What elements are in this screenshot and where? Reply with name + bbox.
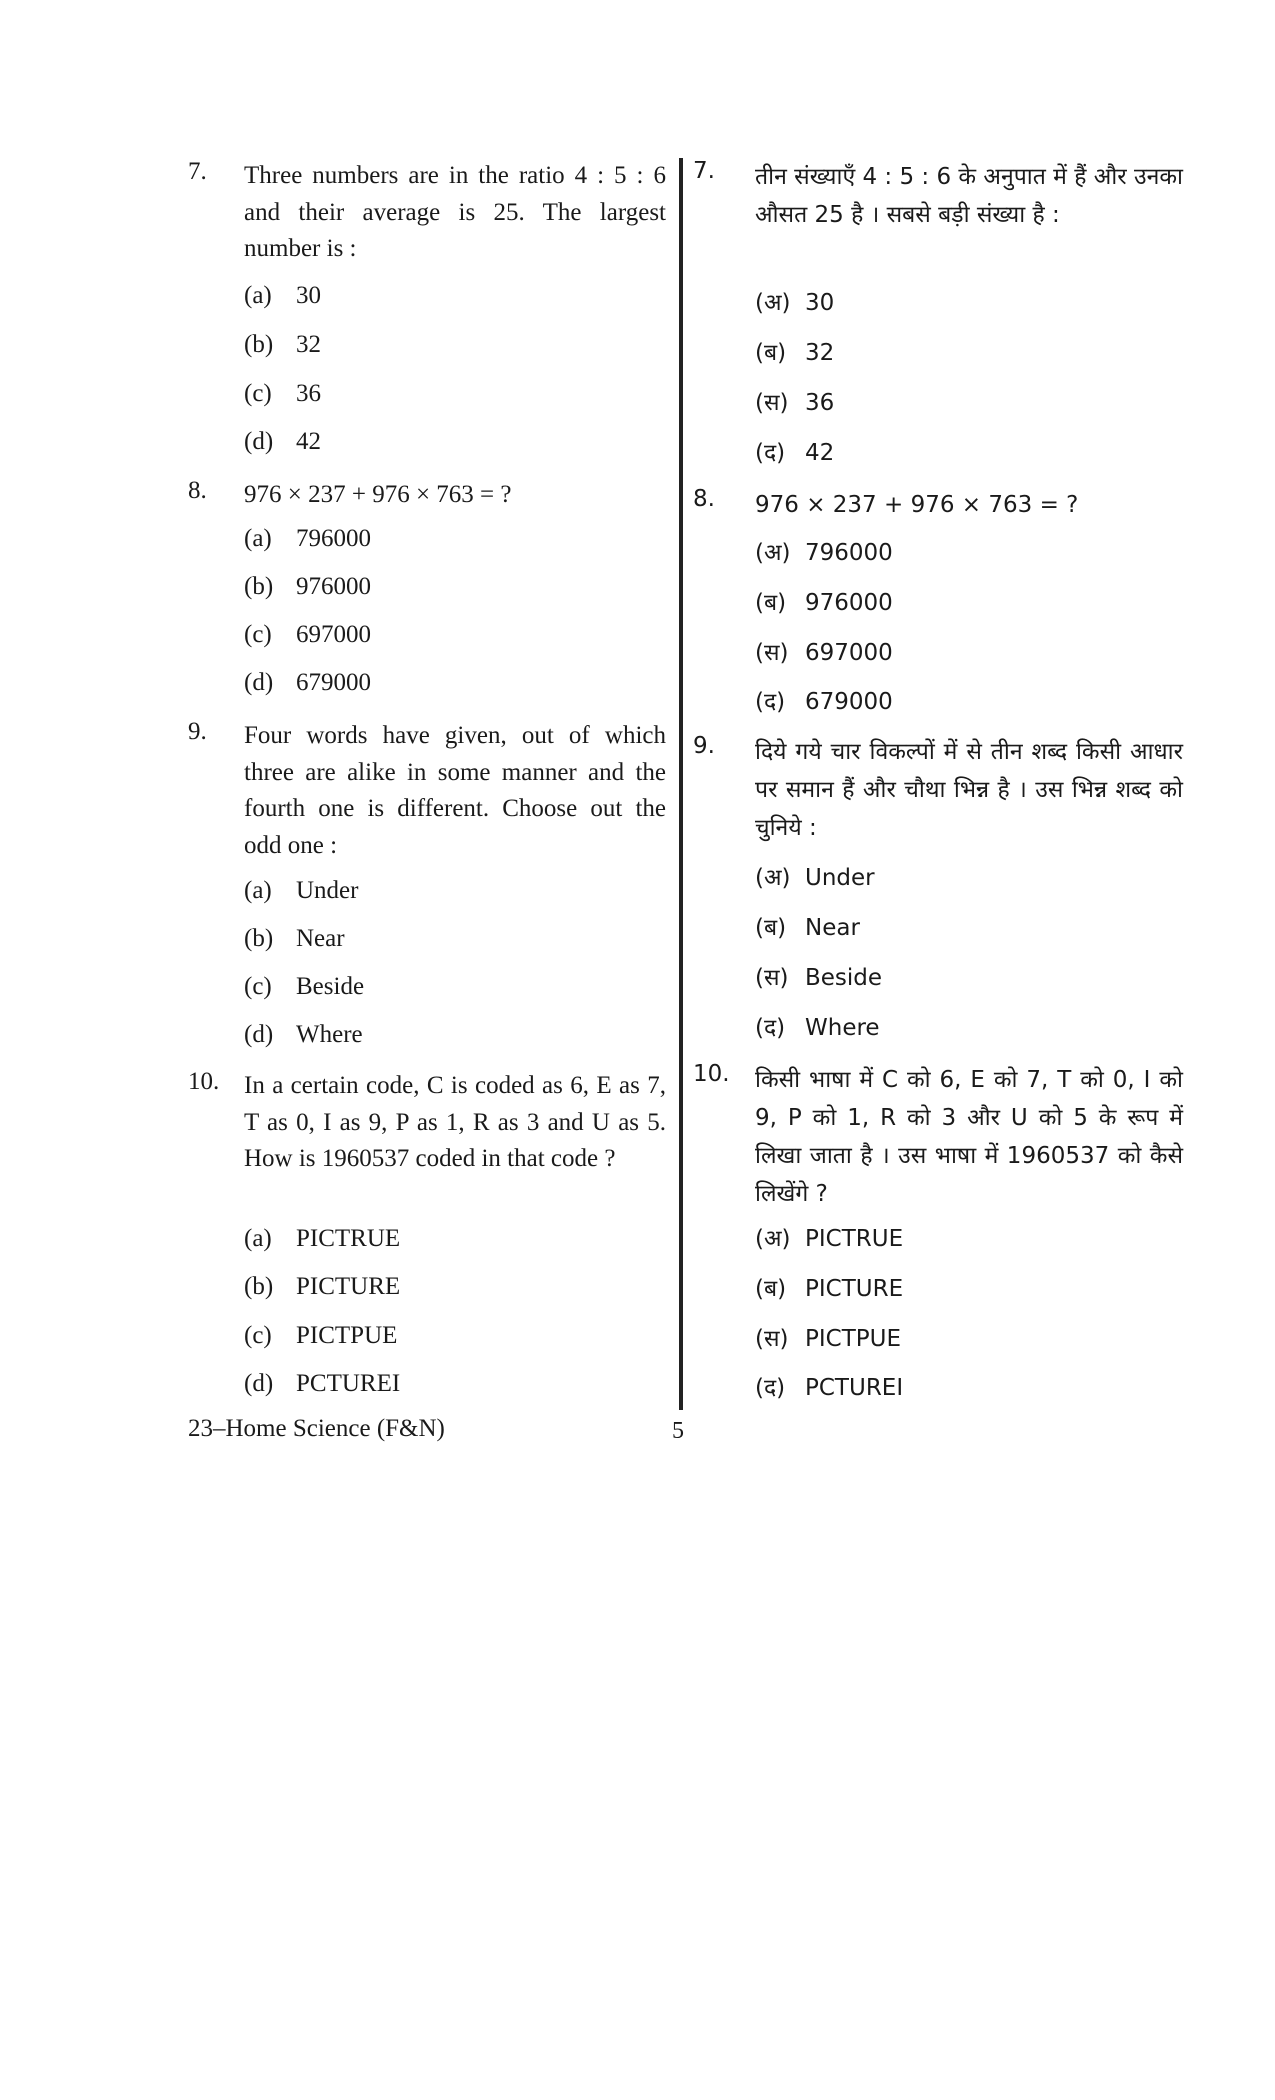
question-text: 976 × 237 + 976 × 763 = ? <box>244 481 512 508</box>
option-a: (a) PICTRUE <box>244 1225 401 1252</box>
question-text: Four words have given, out of which three are alike in some manner and the fourth one is different. Choose out the odd one : <box>244 722 666 859</box>
question-number: 10. <box>188 1068 220 1095</box>
option-c: (c) PICTPUE <box>244 1322 398 1349</box>
question-7-hi <box>693 158 1183 234</box>
option-c: (c) Beside <box>244 973 365 1000</box>
column-divider <box>679 158 683 1410</box>
question-number: 10. <box>693 1061 730 1087</box>
question-8-hi <box>693 486 1183 524</box>
option-b: (b) 32 <box>244 331 321 358</box>
option-d: (द) 679000 <box>755 689 893 715</box>
question-text: 976 × 237 + 976 × 763 = ? <box>755 492 1079 518</box>
page-number: 5 <box>672 1418 684 1444</box>
option-b: (ब) PICTURE <box>755 1276 904 1302</box>
option-d: (द) 42 <box>755 440 835 466</box>
question-number: 8. <box>188 477 207 504</box>
option-d: (d) 679000 <box>244 669 371 696</box>
option-b: (ब) Near <box>755 915 860 941</box>
option-b: (b) PICTURE <box>244 1273 401 1300</box>
question-text: किसी भाषा में C को 6, E को 7, T को 0, I को 9, P को 1, R को 3 और U को 5 के रूप में लिखा जाता है । उस भाषा में 1960537 को कैसे लिखेंगे ? <box>755 1067 1183 1207</box>
question-number: 7. <box>188 158 207 185</box>
option-c: (स) Beside <box>755 965 883 991</box>
option-a: (a) 30 <box>244 282 321 309</box>
footer-subject: 23–Home Science (F&N) <box>188 1415 445 1442</box>
question-text: दिये गये चार विकल्पों में से तीन शब्द किसी आधार पर समान हैं और चौथा भिन्न है । उस भिन्न शब्द को चुनिये : <box>755 739 1183 841</box>
question-text: In a certain code, C is coded as 6, E as 7, T as 0, I as 9, P as 1, R as 3 and U as 5. How is 1960537 coded in that code ? <box>244 1072 666 1172</box>
option-a: (a) Under <box>244 877 359 904</box>
question-8-en <box>188 477 666 514</box>
question-number: 9. <box>693 733 715 759</box>
option-a: (अ) PICTRUE <box>755 1226 904 1252</box>
question-number: 7. <box>693 158 715 184</box>
option-a: (अ) Under <box>755 865 875 891</box>
question-7-en <box>188 158 666 268</box>
option-d: (d) PCTUREI <box>244 1370 401 1397</box>
question-9-en <box>188 718 666 864</box>
option-c: (c) 697000 <box>244 621 371 648</box>
question-10-hi <box>693 1061 1183 1213</box>
question-text: तीन संख्याएँ 4 : 5 : 6 के अनुपात में हैं और उनका औसत 25 है । सबसे बड़ी संख्या है : <box>755 164 1184 228</box>
option-d: (द) PCTUREI <box>755 1375 904 1401</box>
option-b: (ब) 976000 <box>755 590 893 616</box>
option-a: (a) 796000 <box>244 525 371 552</box>
question-text: Three numbers are in the ratio 4 : 5 : 6 and their average is 25. The largest number is : <box>244 162 666 262</box>
question-10-en <box>188 1068 666 1178</box>
option-c: (स) PICTPUE <box>755 1326 901 1352</box>
option-a: (अ) 30 <box>755 290 835 316</box>
option-c: (स) 697000 <box>755 640 893 666</box>
question-number: 9. <box>188 718 207 745</box>
option-c: (c) 36 <box>244 380 321 407</box>
question-number: 8. <box>693 486 715 512</box>
option-d: (d) Where <box>244 1021 363 1048</box>
option-b: (b) 976000 <box>244 573 371 600</box>
option-a: (अ) 796000 <box>755 540 893 566</box>
question-9-hi <box>693 733 1183 847</box>
option-d: (द) Where <box>755 1015 880 1041</box>
option-b: (ब) 32 <box>755 340 835 366</box>
option-d: (d) 42 <box>244 428 321 455</box>
option-b: (b) Near <box>244 925 345 952</box>
option-c: (स) 36 <box>755 390 835 416</box>
